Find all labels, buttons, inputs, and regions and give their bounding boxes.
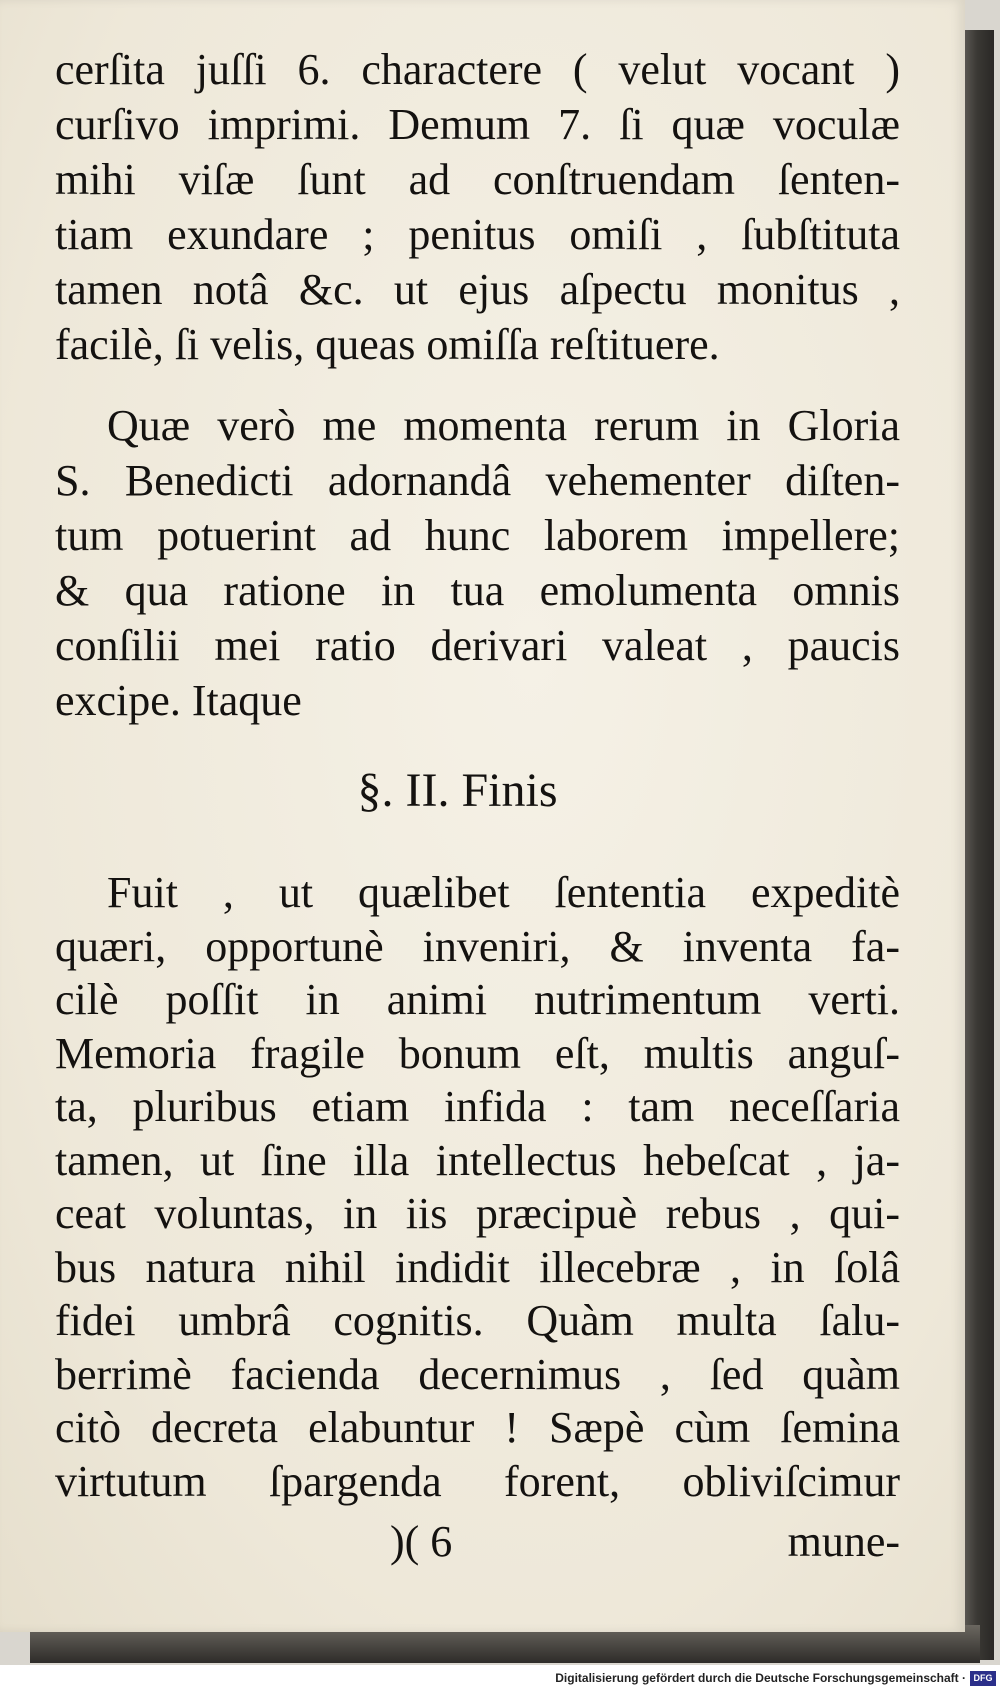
text-line: excipe. Itaque — [55, 676, 302, 725]
dfg-logo: DFG — [970, 1671, 996, 1686]
page-footer — [55, 1512, 900, 1572]
text-line: virtutum ſpargenda forent, obliviſcimur — [55, 1456, 900, 1506]
text-line: ta, pluribus etiam infida : tam neceſſaria — [55, 1082, 900, 1131]
text-line: ceat voluntas, in iis præcipuè rebus , qui- — [55, 1189, 900, 1238]
text-line: facilè, ſi velis, queas omiſſa reſtituere. — [55, 320, 720, 369]
text-line: S. Benedicti adornandâ vehementer diſten- — [55, 456, 900, 505]
text-line: cerſita juſſi 6. charactere ( velut vocant ) — [55, 45, 900, 94]
text-line: tamen, ut ſine illa intellectus hebeſcat , ja- — [55, 1135, 900, 1185]
text-line: berrimè facienda decernimus , ſed quàm — [55, 1349, 900, 1399]
text-line: fidei umbrâ cognitis. Quàm multa ſalu- — [55, 1296, 900, 1345]
paragraph-1 — [55, 42, 900, 372]
text-line: mihi viſæ ſunt ad conſtruendam ſenten- — [55, 155, 900, 204]
text-line: Fuit , ut quælibet ſententia expeditè — [107, 868, 900, 917]
paragraph-gap — [55, 372, 900, 398]
credit-text: Digitalisierung gefördert durch die Deutsche Forschungsgemeinschaft · — [555, 1671, 966, 1685]
signature-mark: )( 6 — [390, 1517, 453, 1566]
text-line: curſivo imprimi. Demum 7. ſi quæ voculæ — [55, 100, 900, 149]
text-line: bus natura nihil indidit illecebræ , in ſolâ — [55, 1242, 900, 1292]
credit-bar — [0, 1668, 1000, 1692]
text-line: tum potuerint ad hunc laborem impellere; — [55, 511, 900, 560]
text-line: tiam exundare ; penitus omiſi , ſubſtituta — [55, 210, 900, 259]
section-heading: §. II. Finis — [357, 764, 558, 817]
text-line: quæri, opportunè inveniri, & inventa fa- — [55, 921, 900, 971]
text-line: Quæ verò me momenta rerum in Gloria — [107, 401, 900, 450]
text-line: conſilii mei ratio derivari valeat , paucis — [55, 621, 900, 670]
catchword: mune- — [787, 1517, 900, 1566]
page-text — [55, 42, 900, 1572]
text-line: & qua ratione in tua emolumenta omnis — [55, 566, 900, 615]
text-line: cilè poſſit in animi nutrimentum verti. — [55, 975, 900, 1024]
text-line: tamen notâ &c. ut ejus aſpectu monitus , — [55, 265, 900, 314]
paragraph-2 — [55, 398, 900, 728]
paragraph-3 — [55, 866, 900, 1508]
text-line: citò decreta elabuntur ! Sæpè cùm ſemina — [55, 1403, 900, 1452]
text-line: Memoria fragile bonum eſt, multis anguſ- — [55, 1028, 900, 1078]
